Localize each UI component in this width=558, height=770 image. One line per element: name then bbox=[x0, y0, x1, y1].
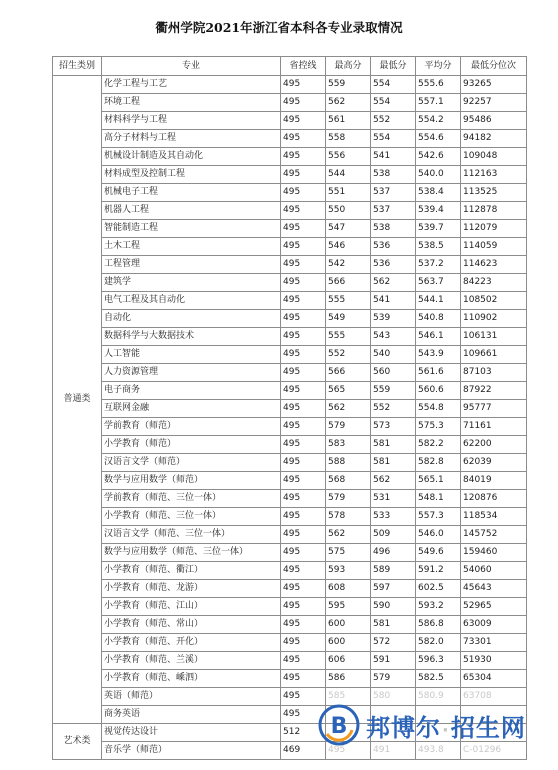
avg-score-cell: 560.6 bbox=[416, 382, 461, 400]
table-row bbox=[53, 328, 527, 346]
major-cell: 商务英语 bbox=[102, 706, 281, 724]
control-line-cell: 495 bbox=[281, 346, 326, 364]
min-rank-cell: 108502 bbox=[461, 292, 527, 310]
major-cell: 数学与应用数学（师范） bbox=[102, 472, 281, 490]
min-score-cell: 580 bbox=[371, 688, 416, 706]
min-score-cell: 560 bbox=[371, 364, 416, 382]
header-major: 专业 bbox=[102, 57, 281, 76]
avg-score-cell: 580.9 bbox=[416, 688, 461, 706]
table-row bbox=[53, 112, 527, 130]
min-rank-cell: 93265 bbox=[461, 76, 527, 94]
avg-score-cell: 544.1 bbox=[416, 292, 461, 310]
control-line-cell: 495 bbox=[281, 238, 326, 256]
control-line-cell: 495 bbox=[281, 436, 326, 454]
min-score-cell: 541 bbox=[371, 148, 416, 166]
min-rank-cell: 95486 bbox=[461, 112, 527, 130]
control-line-cell: 495 bbox=[281, 706, 326, 724]
min-score-cell: 541 bbox=[371, 292, 416, 310]
avg-score-cell: 539.4 bbox=[416, 202, 461, 220]
major-cell: 机械设计制造及其自动化 bbox=[102, 148, 281, 166]
min-score-cell: 538 bbox=[371, 220, 416, 238]
major-cell: 学前教育（师范） bbox=[102, 418, 281, 436]
max-score-cell: 568 bbox=[326, 472, 371, 490]
max-score-cell: 561 bbox=[326, 112, 371, 130]
min-score-cell: 562 bbox=[371, 472, 416, 490]
min-rank-cell: C-01296 bbox=[461, 742, 527, 760]
max-score-cell: 578 bbox=[326, 508, 371, 526]
control-line-cell: 495 bbox=[281, 274, 326, 292]
min-score-cell: 533 bbox=[371, 508, 416, 526]
table-row bbox=[53, 400, 527, 418]
control-line-cell: 495 bbox=[281, 580, 326, 598]
control-line-cell: 495 bbox=[281, 490, 326, 508]
min-rank-cell: 51930 bbox=[461, 652, 527, 670]
control-line-cell: 495 bbox=[281, 526, 326, 544]
table-row bbox=[53, 292, 527, 310]
header-avg-score: 平均分 bbox=[416, 57, 461, 76]
min-rank-cell: 95777 bbox=[461, 400, 527, 418]
min-score-cell: 536 bbox=[371, 238, 416, 256]
max-score-cell: 556 bbox=[326, 148, 371, 166]
min-score-cell: 589 bbox=[371, 562, 416, 580]
min-rank-cell: 145752 bbox=[461, 526, 527, 544]
avg-score-cell: 539.7 bbox=[416, 220, 461, 238]
control-line-cell: 495 bbox=[281, 256, 326, 274]
watermark-text bbox=[366, 708, 526, 743]
control-line-cell: 495 bbox=[281, 202, 326, 220]
major-cell: 土木工程 bbox=[102, 238, 281, 256]
avg-score-cell: 554.2 bbox=[416, 112, 461, 130]
max-score-cell: 579 bbox=[326, 490, 371, 508]
table-row bbox=[53, 562, 527, 580]
min-score-cell: 554 bbox=[371, 130, 416, 148]
major-cell: 音乐学（师范） bbox=[102, 742, 281, 760]
table-row bbox=[53, 436, 527, 454]
table-row bbox=[53, 364, 527, 382]
max-score-cell: 559 bbox=[326, 76, 371, 94]
control-line-cell: 495 bbox=[281, 400, 326, 418]
control-line-cell: 495 bbox=[281, 688, 326, 706]
avg-score-cell: 591.2 bbox=[416, 562, 461, 580]
max-score-cell: 542 bbox=[326, 256, 371, 274]
admission-table bbox=[52, 56, 527, 760]
major-cell: 小学教育（师范、龙游） bbox=[102, 580, 281, 598]
avg-score-cell: 554.6 bbox=[416, 130, 461, 148]
avg-score-cell: 543.9 bbox=[416, 346, 461, 364]
header-control-line: 省控线 bbox=[281, 57, 326, 76]
control-line-cell: 495 bbox=[281, 112, 326, 130]
min-rank-cell: 112079 bbox=[461, 220, 527, 238]
avg-score-cell: 557.1 bbox=[416, 94, 461, 112]
table-row bbox=[53, 238, 527, 256]
max-score-cell: 562 bbox=[326, 400, 371, 418]
min-score-cell: 531 bbox=[371, 490, 416, 508]
major-cell: 汉语言文学（师范、三位一体） bbox=[102, 526, 281, 544]
avg-score-cell: 582.0 bbox=[416, 634, 461, 652]
table-row bbox=[53, 220, 527, 238]
min-score-cell: 562 bbox=[371, 274, 416, 292]
avg-score-cell: 542.6 bbox=[416, 148, 461, 166]
table-row bbox=[53, 454, 527, 472]
min-rank-cell: 109048 bbox=[461, 148, 527, 166]
control-line-cell: 469 bbox=[281, 742, 326, 760]
header-row bbox=[53, 57, 527, 76]
major-cell: 建筑学 bbox=[102, 274, 281, 292]
min-rank-cell: 87922 bbox=[461, 382, 527, 400]
control-line-cell: 495 bbox=[281, 130, 326, 148]
table-row bbox=[53, 508, 527, 526]
major-cell: 机械电子工程 bbox=[102, 184, 281, 202]
min-rank-cell: 84223 bbox=[461, 274, 527, 292]
max-score-cell: 575 bbox=[326, 544, 371, 562]
major-cell: 学前教育（师范、三位一体） bbox=[102, 490, 281, 508]
major-cell: 材料成型及控制工程 bbox=[102, 166, 281, 184]
control-line-cell: 495 bbox=[281, 472, 326, 490]
major-cell: 小学教育（师范、常山） bbox=[102, 616, 281, 634]
min-rank-cell: 63708 bbox=[461, 688, 527, 706]
control-line-cell: 495 bbox=[281, 562, 326, 580]
header-min-score: 最低分 bbox=[371, 57, 416, 76]
table-row bbox=[53, 634, 527, 652]
control-line-cell: 495 bbox=[281, 292, 326, 310]
min-score-cell: 554 bbox=[371, 76, 416, 94]
max-score-cell: 588 bbox=[326, 454, 371, 472]
max-score-cell: 608 bbox=[326, 580, 371, 598]
control-line-cell: 495 bbox=[281, 652, 326, 670]
min-rank-cell: 118534 bbox=[461, 508, 527, 526]
watermark-logo-letter: B bbox=[330, 714, 348, 739]
min-rank-cell: 113525 bbox=[461, 184, 527, 202]
table-row bbox=[53, 94, 527, 112]
min-score-cell: 590 bbox=[371, 598, 416, 616]
table-row bbox=[53, 166, 527, 184]
major-cell: 化学工程与工艺 bbox=[102, 76, 281, 94]
avg-score-cell: 540.8 bbox=[416, 310, 461, 328]
table-row bbox=[53, 256, 527, 274]
max-score-cell: 566 bbox=[326, 274, 371, 292]
avg-score-cell: 555.6 bbox=[416, 76, 461, 94]
table-row bbox=[53, 310, 527, 328]
min-rank-cell: 63009 bbox=[461, 616, 527, 634]
min-score-cell: 540 bbox=[371, 346, 416, 364]
table-row bbox=[53, 382, 527, 400]
major-cell: 小学教育（师范、衢江） bbox=[102, 562, 281, 580]
control-line-cell: 495 bbox=[281, 166, 326, 184]
max-score-cell: 550 bbox=[326, 202, 371, 220]
min-score-cell: 539 bbox=[371, 310, 416, 328]
table-row bbox=[53, 670, 527, 688]
control-line-cell: 495 bbox=[281, 94, 326, 112]
category-art: 艺术类 bbox=[53, 724, 102, 760]
avg-score-cell: 582.5 bbox=[416, 670, 461, 688]
major-cell: 自动化 bbox=[102, 310, 281, 328]
major-cell: 小学教育（师范、三位一体） bbox=[102, 508, 281, 526]
control-line-cell: 495 bbox=[281, 382, 326, 400]
avg-score-cell: 593.2 bbox=[416, 598, 461, 616]
min-rank-cell: 84019 bbox=[461, 472, 527, 490]
min-score-cell: 573 bbox=[371, 418, 416, 436]
min-rank-cell: 71161 bbox=[461, 418, 527, 436]
max-score-cell: 600 bbox=[326, 616, 371, 634]
control-line-cell: 495 bbox=[281, 310, 326, 328]
watermark-dot: · bbox=[442, 719, 450, 741]
control-line-cell: 495 bbox=[281, 508, 326, 526]
major-cell: 小学教育（师范、江山） bbox=[102, 598, 281, 616]
min-score-cell: 554 bbox=[371, 94, 416, 112]
max-score-cell: 551 bbox=[326, 184, 371, 202]
control-line-cell: 512 bbox=[281, 724, 326, 742]
major-cell: 机器人工程 bbox=[102, 202, 281, 220]
major-cell: 数学与应用数学（师范、三位一体） bbox=[102, 544, 281, 562]
max-score-cell: 562 bbox=[326, 94, 371, 112]
watermark-logo-icon bbox=[318, 704, 360, 746]
max-score-cell: 565 bbox=[326, 382, 371, 400]
control-line-cell: 495 bbox=[281, 544, 326, 562]
max-score-cell: 555 bbox=[326, 328, 371, 346]
major-cell: 数据科学与大数据技术 bbox=[102, 328, 281, 346]
avg-score-cell: 538.4 bbox=[416, 184, 461, 202]
table-row bbox=[53, 76, 527, 94]
table-row bbox=[53, 580, 527, 598]
control-line-cell: 495 bbox=[281, 418, 326, 436]
min-rank-cell: 112163 bbox=[461, 166, 527, 184]
min-rank-cell: 45643 bbox=[461, 580, 527, 598]
min-score-cell: 509 bbox=[371, 526, 416, 544]
max-score-cell: 586 bbox=[326, 670, 371, 688]
control-line-cell: 495 bbox=[281, 364, 326, 382]
max-score-cell: 595 bbox=[326, 598, 371, 616]
avg-score-cell: 557.3 bbox=[416, 508, 461, 526]
avg-score-cell: 586.8 bbox=[416, 616, 461, 634]
max-score-cell: 579 bbox=[326, 418, 371, 436]
major-cell: 人工智能 bbox=[102, 346, 281, 364]
table-row bbox=[53, 598, 527, 616]
min-rank-cell: 73301 bbox=[461, 634, 527, 652]
control-line-cell: 495 bbox=[281, 220, 326, 238]
max-score-cell: 558 bbox=[326, 130, 371, 148]
min-rank-cell: 106131 bbox=[461, 328, 527, 346]
table-row bbox=[53, 472, 527, 490]
major-cell: 环境工程 bbox=[102, 94, 281, 112]
avg-score-cell: 538.5 bbox=[416, 238, 461, 256]
major-cell: 小学教育（师范、开化） bbox=[102, 634, 281, 652]
min-rank-cell: 65304 bbox=[461, 670, 527, 688]
min-rank-cell: 94182 bbox=[461, 130, 527, 148]
control-line-cell: 495 bbox=[281, 148, 326, 166]
min-rank-cell: 52965 bbox=[461, 598, 527, 616]
min-rank-cell: 109661 bbox=[461, 346, 527, 364]
min-score-cell: 537 bbox=[371, 202, 416, 220]
control-line-cell: 495 bbox=[281, 454, 326, 472]
max-score-cell: 544 bbox=[326, 166, 371, 184]
major-cell: 视觉传达设计 bbox=[102, 724, 281, 742]
control-line-cell: 495 bbox=[281, 328, 326, 346]
major-cell: 小学教育（师范、嵊泗） bbox=[102, 670, 281, 688]
min-score-cell: 491 bbox=[371, 742, 416, 760]
major-cell: 工程管理 bbox=[102, 256, 281, 274]
min-score-cell: 581 bbox=[371, 616, 416, 634]
avg-score-cell: 602.5 bbox=[416, 580, 461, 598]
max-score-cell: 495 bbox=[326, 742, 371, 760]
table-body bbox=[53, 76, 527, 760]
min-score-cell: 591 bbox=[371, 652, 416, 670]
avg-score-cell: 582.2 bbox=[416, 436, 461, 454]
table-row bbox=[53, 526, 527, 544]
min-rank-cell: 92257 bbox=[461, 94, 527, 112]
table-row bbox=[53, 418, 527, 436]
max-score-cell: 547 bbox=[326, 220, 371, 238]
min-score-cell: 543 bbox=[371, 328, 416, 346]
major-cell: 人力资源管理 bbox=[102, 364, 281, 382]
major-cell: 英语（师范） bbox=[102, 688, 281, 706]
min-rank-cell: 87103 bbox=[461, 364, 527, 382]
avg-score-cell: 546.1 bbox=[416, 328, 461, 346]
min-rank-cell: 54060 bbox=[461, 562, 527, 580]
major-cell: 汉语言文学（师范） bbox=[102, 454, 281, 472]
watermark-text-a: 邦博尔 bbox=[366, 713, 441, 742]
min-score-cell: 597 bbox=[371, 580, 416, 598]
min-rank-cell: 62039 bbox=[461, 454, 527, 472]
min-rank-cell: 114059 bbox=[461, 238, 527, 256]
table-row bbox=[53, 184, 527, 202]
table-row bbox=[53, 130, 527, 148]
max-score-cell: 585 bbox=[326, 688, 371, 706]
major-cell: 高分子材料与工程 bbox=[102, 130, 281, 148]
min-score-cell: 552 bbox=[371, 112, 416, 130]
table-row bbox=[53, 490, 527, 508]
avg-score-cell: 548.1 bbox=[416, 490, 461, 508]
min-score-cell: 559 bbox=[371, 382, 416, 400]
min-rank-cell: 159460 bbox=[461, 544, 527, 562]
avg-score-cell: 549.6 bbox=[416, 544, 461, 562]
avg-score-cell: 582.8 bbox=[416, 454, 461, 472]
table-row bbox=[53, 652, 527, 670]
table-row bbox=[53, 274, 527, 292]
max-score-cell: 583 bbox=[326, 436, 371, 454]
min-score-cell: 538 bbox=[371, 166, 416, 184]
table-row bbox=[53, 148, 527, 166]
header-category: 招生类别 bbox=[53, 57, 102, 76]
major-cell: 智能制造工程 bbox=[102, 220, 281, 238]
min-score-cell: 496 bbox=[371, 544, 416, 562]
major-cell: 小学教育（师范） bbox=[102, 436, 281, 454]
max-score-cell: 546 bbox=[326, 238, 371, 256]
major-cell: 小学教育（师范、兰溪） bbox=[102, 652, 281, 670]
max-score-cell: 549 bbox=[326, 310, 371, 328]
avg-score-cell: 554.8 bbox=[416, 400, 461, 418]
category-regular: 普通类 bbox=[53, 76, 102, 724]
table-row bbox=[53, 346, 527, 364]
major-cell: 互联网金融 bbox=[102, 400, 281, 418]
avg-score-cell: 546.0 bbox=[416, 526, 461, 544]
min-score-cell: 581 bbox=[371, 436, 416, 454]
page-title: 衢州学院2021年浙江省本科各专业录取情况 bbox=[155, 20, 403, 35]
table-row bbox=[53, 544, 527, 562]
avg-score-cell: 540.0 bbox=[416, 166, 461, 184]
avg-score-cell: 575.3 bbox=[416, 418, 461, 436]
table-header bbox=[53, 57, 527, 76]
max-score-cell: 562 bbox=[326, 526, 371, 544]
watermark bbox=[318, 700, 558, 750]
max-score-cell: 600 bbox=[326, 634, 371, 652]
min-score-cell: 537 bbox=[371, 184, 416, 202]
major-cell: 材料科学与工程 bbox=[102, 112, 281, 130]
min-rank-cell: 112878 bbox=[461, 202, 527, 220]
table-row bbox=[53, 202, 527, 220]
control-line-cell: 495 bbox=[281, 670, 326, 688]
min-score-cell: 579 bbox=[371, 670, 416, 688]
max-score-cell: 593 bbox=[326, 562, 371, 580]
major-cell: 电气工程及其自动化 bbox=[102, 292, 281, 310]
control-line-cell: 495 bbox=[281, 616, 326, 634]
avg-score-cell: 563.7 bbox=[416, 274, 461, 292]
max-score-cell: 552 bbox=[326, 346, 371, 364]
min-score-cell: 536 bbox=[371, 256, 416, 274]
avg-score-cell: 537.2 bbox=[416, 256, 461, 274]
min-score-cell: 552 bbox=[371, 400, 416, 418]
control-line-cell: 495 bbox=[281, 184, 326, 202]
control-line-cell: 495 bbox=[281, 634, 326, 652]
avg-score-cell: 596.3 bbox=[416, 652, 461, 670]
max-score-cell: 566 bbox=[326, 364, 371, 382]
min-score-cell: 572 bbox=[371, 634, 416, 652]
min-rank-cell: 114623 bbox=[461, 256, 527, 274]
min-rank-cell: 110902 bbox=[461, 310, 527, 328]
control-line-cell: 495 bbox=[281, 76, 326, 94]
max-score-cell: 555 bbox=[326, 292, 371, 310]
table-row bbox=[53, 616, 527, 634]
control-line-cell: 495 bbox=[281, 598, 326, 616]
avg-score-cell: 493.8 bbox=[416, 742, 461, 760]
watermark-text-b: 招生网 bbox=[450, 713, 526, 742]
min-score-cell: 581 bbox=[371, 454, 416, 472]
min-rank-cell: 120876 bbox=[461, 490, 527, 508]
header-max-score: 最高分 bbox=[326, 57, 371, 76]
header-min-rank: 最低分位次 bbox=[461, 57, 527, 76]
min-rank-cell: 62200 bbox=[461, 436, 527, 454]
max-score-cell: 606 bbox=[326, 652, 371, 670]
avg-score-cell: 565.1 bbox=[416, 472, 461, 490]
major-cell: 电子商务 bbox=[102, 382, 281, 400]
avg-score-cell: 561.6 bbox=[416, 364, 461, 382]
